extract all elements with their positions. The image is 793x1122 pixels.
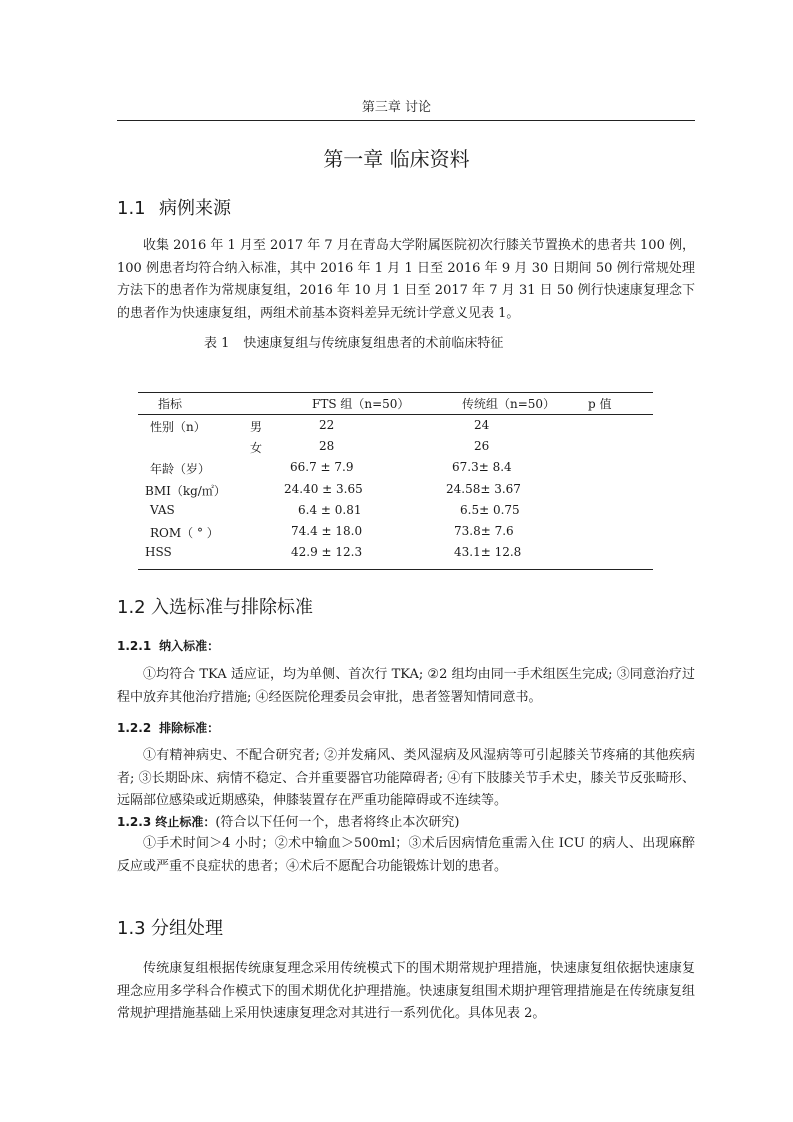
subsection-number: 1.2.1: [117, 639, 152, 653]
table-cell-traditional: 67.3± 8.4: [452, 460, 512, 474]
table-cell-indicator: 性别（n）: [150, 420, 206, 434]
header-rule: [117, 120, 695, 121]
table-cell-traditional: 26: [474, 439, 490, 453]
section-title: 分组处理: [151, 918, 223, 939]
subsection-1-2-2-heading: [117, 719, 219, 736]
table-cell-sub: 女: [250, 441, 263, 455]
table-cell-fts: 28: [319, 439, 335, 453]
table-header-indicator: 指标: [158, 397, 183, 411]
table-header-p-value: p 值: [588, 397, 612, 411]
section-1-3-paragraph: 传统康复组根据传统康复理念采用传统模式下的围术期常规护理措施，快速康复组依据快速康复理念应用多学科合作模式下的围术期优化护理措施。快速康复组围术期护理管理措施是在传统康复组常规护理措施基础上采用快速康复理念对其进行一系列优化。具体见表 2。: [117, 961, 695, 1021]
section-title: 病例来源: [159, 198, 231, 219]
table-cell-traditional: 24: [474, 418, 490, 432]
table-cell-indicator: 年龄（岁）: [150, 462, 211, 476]
table-cell-traditional: 6.5± 0.75: [460, 503, 520, 517]
table-cell-indicator: ROM（ ° ）: [150, 526, 219, 540]
table-cell-traditional: 24.58± 3.67: [446, 482, 521, 496]
section-1-1-heading: [117, 194, 231, 220]
termination-note: (符合以下任何一个，患者将终止本次研究): [215, 815, 460, 830]
inclusion-criteria-text: ①均符合 TKA 适应证，均为单侧、首次行 TKA; ②2 组均由同一手术组医生完成; ③同意治疗过程中放弃其他治疗措施; ④经医院伦理委员会审批，患者签署知情同意书。: [117, 667, 695, 705]
table-header-traditional: 传统组（n=50）: [462, 397, 556, 411]
section-title: 入选标准与排除标准: [151, 597, 313, 618]
table-cell-fts: 66.7 ± 7.9: [290, 460, 354, 474]
table-caption-text: 快速康复组与传统康复组患者的术前临床特征: [243, 336, 504, 351]
table-cell-indicator: VAS: [150, 503, 175, 517]
subsection-title: 终止标准：: [155, 815, 216, 829]
table-cell-traditional: 43.1± 12.8: [454, 545, 522, 559]
section-1-2-heading: [117, 593, 313, 619]
section-1-3-heading: [117, 914, 223, 940]
table-label: 表 1: [204, 336, 230, 351]
table-bottom-rule: [138, 569, 653, 570]
subsection-title: 纳入标准：: [159, 639, 220, 653]
table-caption: [204, 332, 503, 351]
table-header-fts: FTS 组（n=50）: [312, 397, 410, 411]
termination-criteria-text: ①手术时间＞4 小时；②术中输血＞500ml；③术后因病情危重需入住 ICU 的病人、出现麻醉反应或严重不良症状的患者；④术后不愿配合功能锻炼计划的患者。: [117, 836, 695, 874]
section-1-1-paragraph: 收集 2016 年 1 月至 2017 年 7 月在青岛大学附属医院初次行膝关节置换术的患者共 100 例，100 例患者均符合纳入标准，其中 2016 年 1 月 1 日至 2016 年 9 月 30 日期间 50 例行常规处理方法下的患者作为常规康复组，2016 年 10 月 1 日至 2017 年 7 月 31 日 50 例行快速康复理念下的患者作为快速康复组，两组术前基本资料差异无统计学意义见表 1。: [117, 238, 695, 321]
table-cell-traditional: 73.8± 7.6: [454, 524, 514, 538]
table-cell-fts: 24.40 ± 3.65: [284, 482, 363, 496]
subsection-number: 1.2.3: [117, 815, 152, 829]
table-cell-fts: 22: [319, 418, 335, 432]
table-header-rule: [138, 414, 653, 415]
table-cell-indicator: HSS: [145, 545, 172, 559]
section-number: 1.1: [117, 198, 146, 219]
table-cell-fts: 6.4 ± 0.81: [298, 503, 362, 517]
table-cell-indicator: BMI（kg/㎡）: [145, 484, 226, 498]
subsection-number: 1.2.2: [117, 721, 152, 735]
table-cell-fts: 74.4 ± 18.0: [291, 524, 363, 538]
termination-criteria-block: [117, 811, 695, 835]
chapter-title: 第一章 临床资料: [323, 147, 470, 171]
running-header: 第三章 讨论: [361, 100, 432, 115]
section-number: 1.3: [117, 918, 146, 939]
table-cell-fts: 42.9 ± 12.3: [291, 545, 363, 559]
subsection-title: 排除标准：: [159, 721, 220, 735]
subsection-1-2-1-heading: [117, 637, 219, 654]
table-cell-sub: 男: [250, 420, 263, 434]
table-top-rule: [138, 392, 653, 393]
exclusion-criteria-text: ①有精神病史、不配合研究者; ②并发痛风、类风湿病及风湿病等可引起膝关节疼痛的其他疾病者; ③长期卧床、病情不稳定、合并重要器官功能障碍者; ④有下肢膝关节手术史，膝关节反张畸形、远隔部位感染或近期感染，伸膝装置存在严重功能障碍或不连续等。: [117, 748, 695, 808]
section-number: 1.2: [117, 597, 146, 618]
